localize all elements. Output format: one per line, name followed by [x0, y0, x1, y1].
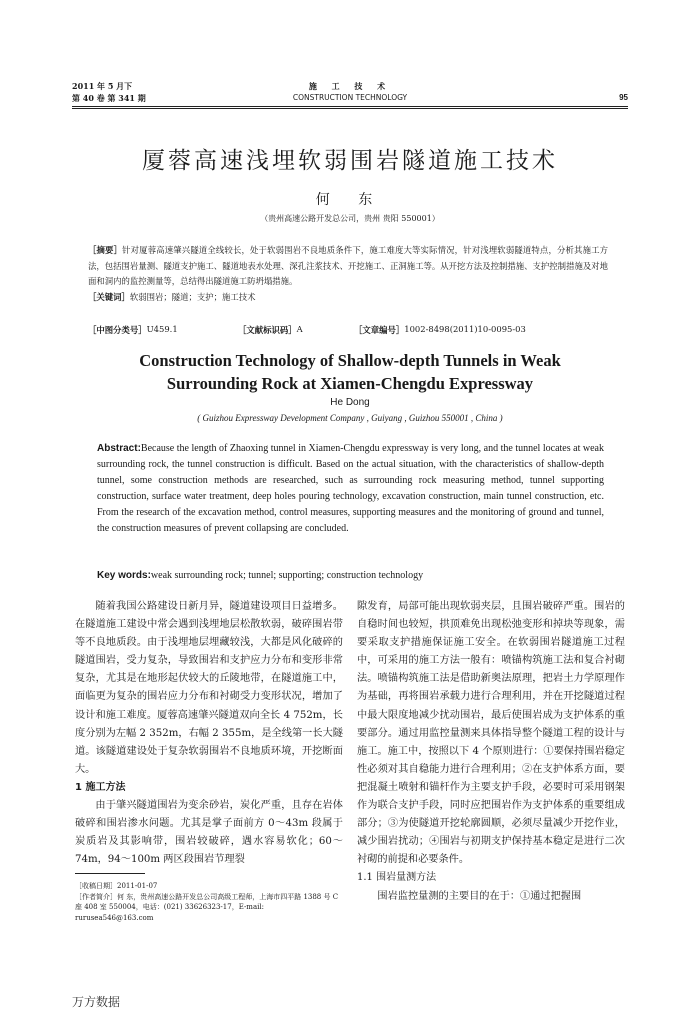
doc-code	[238, 324, 303, 336]
section-heading: 1 施工方法	[75, 781, 126, 793]
keywords-en-label: Key words:	[97, 570, 151, 581]
clc-code	[88, 324, 178, 336]
art-value: 1002-8498(2011)10-0095-03	[404, 324, 526, 334]
volume-issue: 第 40 卷 第 341 期	[72, 93, 146, 103]
paragraph: 由于肇兴隧道围岩为变余砂岩，炭化严重，且存在岩体破碎和围岩渗水问题。尤其是掌子面前方 0～43m 段属于炭质岩及其影响带，围岩较破碎，遇水容易软化；60～74m，94～100m 两区段围岩节理裂	[75, 800, 343, 866]
paragraph: 随着我国公路建设日新月异，隧道建设项目日益增多。在隧道施工建设中常会遇到浅埋地层松散软弱，破碎围岩带等不良地质段。由于浅埋地层埋藏较浅，大都是风化破碎的隧道围岩，受力复杂，导致围岩和支护应力分布和变形非常复杂，尤其是在地形起伏较大的丘陵地带，在隧道施工中，面临更为复杂的围岩应力分布和衬砌受力变形状况，增加了设计和施工难度。厦蓉高速肇兴隧道双向全长 4 752m，长度分别为左幅 2 352m，右幅 2 355m，是全线第一长大隧道。该隧道建设处于复杂软弱围岩不良地质环境，开挖断面大。	[75, 601, 343, 775]
abstract-cn	[88, 243, 608, 305]
clc-value: U459.1	[146, 324, 178, 334]
author-en: He Dong	[330, 397, 370, 408]
keywords-en	[97, 570, 604, 581]
keywords-en-text: weak surrounding rock; tunnel; supporting; construction technology	[150, 570, 424, 581]
doc-label: ［文献标识码］	[238, 325, 297, 335]
page-number: 95	[619, 93, 628, 102]
footnote	[75, 881, 343, 923]
body-column-right	[357, 598, 625, 906]
abstract-cn-text: 针对厦蓉高速肇兴隧道全线较长，处于软弱围岩不良地质条件下，施工难度大等实际情况，针对浅埋软弱隧道特点，分析其施工方法，包括围岩量测、隧道支护施工、隧道地表水处理、深孔注浆技术、开挖施工、正洞施工等。从开挖方法及控制措施、支护控制措施及对地面和洞内的监控测量等，总结得出隧道施工防坍塌措施。	[88, 245, 608, 286]
affiliation-cn: （贵州高速公路开发总公司，贵州 贵阳 550001）	[260, 214, 440, 223]
body-column-left	[75, 598, 343, 869]
article-number	[354, 324, 526, 336]
footnote-rule	[75, 873, 145, 874]
title-cn: 厦蓉高速浅埋软弱围岩隧道施工技术	[142, 148, 558, 174]
keywords-cn-label: ［关键词］	[88, 291, 130, 302]
header-rule-thick	[72, 106, 628, 107]
abstract-en-text: Because the length of Zhaoxing tunnel in Xiamen-Chengdu expressway is very long, and the tunnel locates at weak surrounding rock, the tunnel construction is difficult. Based on the actual situation, with the characteristics of shallow-depth tunnel, some construction methods are researched, such as surrounding rock measuring method, tunnel supporting construction, surface water treatment, deep holes pouring technology, excavation construction, main tunnel construction, etc. From the research of the excavation method, control measures, supporting measures and the monitoring of ground and tunnel, the construction measures of prevent collapsing are concluded.	[97, 443, 604, 534]
watermark: 万方数据	[72, 995, 121, 1009]
title-en-line1: Construction Technology of Shallow-depth Tunnels in Weak	[139, 351, 561, 370]
abstract-en	[97, 441, 604, 537]
journal-name-en: CONSTRUCTION TECHNOLOGY	[292, 93, 408, 102]
affiliation-en: ( Guizhou Expressway Development Company , Guiyang , Guizhou 550001 , China )	[197, 413, 503, 423]
clc-label: ［中图分类号］	[88, 325, 147, 335]
paragraph: 围岩监控量测的主要目的在于：①通过把握围	[377, 890, 582, 902]
author-bio: ［作者简介］何 东，贵州高速公路开发总公司高级工程师，上海市四平路 1388 号 C 座 408 室 550004，电话：(021) 33626323-17，E-mail: rurusea546@163.com	[75, 892, 339, 922]
header-rule-thin	[72, 108, 628, 109]
title-en	[0, 349, 700, 395]
abstract-en-label: Abstract:	[97, 443, 141, 454]
paragraph: 隙发育，局部可能出现软弱夹层，且围岩破碎严重。围岩的自稳时间也较短，拱顶难免出现松弛变形和掉块等现象，需要采取支护措施保证施工安全。在软弱围岩隧道施工过程中，可采用的施工方法一般有：喷锚构筑施工法和复合衬砌法。喷锚构筑施工法是借助新奥法原理，把岩土力学原理作为基础，再将围岩承载力进行合理利用，并在开挖隧道过程中最大限度地减少扰动围岩，最后使围岩成为支护体系的重要部分。通过用监控量测来具体指导整个隧道工程的设计与施工。施工中，按照以下 4 个原则进行：①要保持围岩稳定性必须对其自稳能力进行合理利用；②在支护体系方面，要把混凝土喷射和锚杆作为主要支护手段，必要时可采用钢架作为联合支护手段，同时应把围岩作为支护体系的重要组成部分；③为使隧道开挖轮廓圆顺，必须尽量减少开挖作业，减少围岩扰动；④围岩与初期支护保持基本稳定是进行二次衬砌的前提和必要条件。	[357, 601, 625, 866]
keywords-cn-text: 软弱围岩；隧道；支护；施工技术	[129, 291, 256, 302]
abstract-cn-label: ［摘要］	[88, 245, 123, 255]
art-label: ［文章编号］	[354, 325, 405, 335]
doc-value: A	[296, 324, 303, 334]
subsection-heading: 1.1 围岩量测方法	[357, 872, 437, 884]
journal-name-cn: 施 工 技 术	[308, 81, 392, 91]
issue-date: 2011 年 5 月下	[72, 81, 133, 91]
title-en-line2: Surrounding Rock at Xiamen-Chengdu Expressway	[166, 374, 534, 393]
author-cn: 何 东	[315, 192, 385, 208]
received-date: ［收稿日期］2011-01-07	[75, 882, 158, 890]
